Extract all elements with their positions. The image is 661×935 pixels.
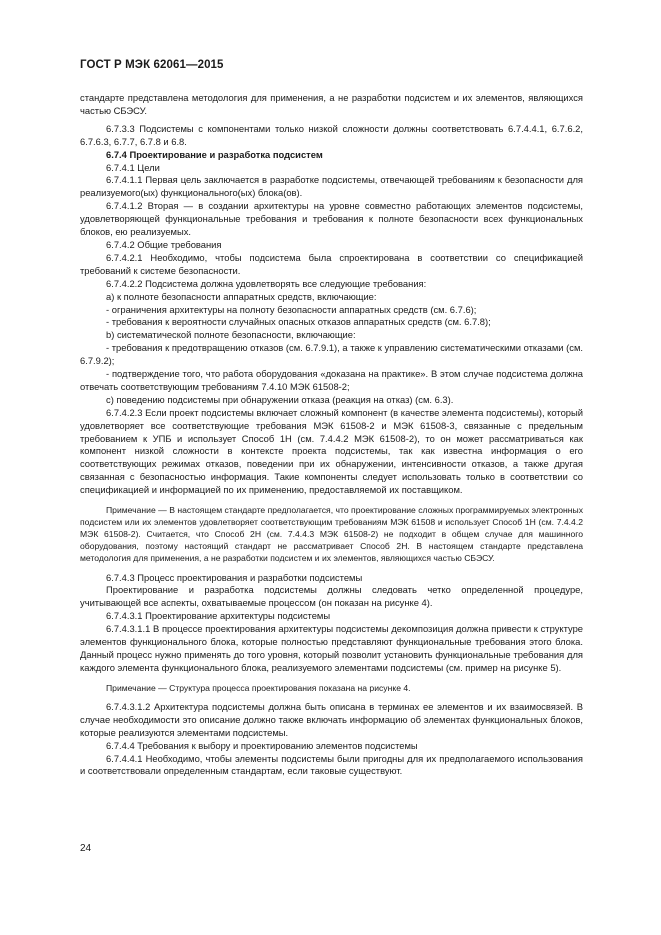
paragraph: 6.7.4.1.2 Вторая — в создании архитектуры на уровне совместно работающих элементов подсистемы, удовлетворяющей функциональные требования и требования к полноте безопасности всех функциональных блоков, ею реализуемых.	[80, 200, 583, 238]
list-item: a) к полноте безопасности аппаратных средств, включающие:	[106, 290, 377, 302]
subsection-heading: 6.7.4.4 Требования к выбору и проектированию элементов подсистемы	[106, 739, 418, 751]
page-header: ГОСТ Р МЭК 62061—2015	[80, 59, 224, 71]
paragraph: 6.7.4.2.1 Необходимо, чтобы подсистема была спроектирована в соответствии со спецификацией требований к системе безопасности.	[80, 251, 583, 276]
paragraph: 6.7.4.2.2 Подсистема должна удовлетворять все следующие требования:	[106, 277, 427, 289]
paragraph: 6.7.3.3 Подсистемы с компонентами только низкой сложности должны соответствовать 6.7.4.4.1, 6.7.6.2, 6.7.6.3, 6.7.7, 6.7.8 и 6.8.	[80, 122, 583, 147]
subsection-heading: 6.7.4.2 Общие требования	[106, 238, 222, 250]
note: Примечание — Структура процесса проектирования показана на рисунке 4.	[106, 682, 411, 693]
paragraph: 6.7.4.4.1 Необходимо, чтобы элементы подсистемы были пригодны для их предполагаемого использования и соответствовали определенным стандартам, если таковые существуют.	[80, 752, 583, 777]
list-item: - подтверждение того, что работа оборудования «доказана на практике». В этом случае подсистема должна отвечать соответствующим требованиям 7.4.10 МЭК 61508-2;	[80, 368, 583, 392]
page-body	[80, 92, 583, 778]
list-item: b) систематической полноте безопасности, включающие:	[106, 329, 356, 341]
list-item: - ограничения архитектуры на полноту безопасности аппаратных средств (см. 6.7.6);	[106, 303, 477, 315]
subsection-heading: 6.7.4.3 Процесс проектирования и разработки подсистемы	[106, 571, 363, 583]
subsection-heading: 6.7.4.1 Цели	[106, 161, 160, 173]
list-item: - требования к предотвращению отказов (см. 6.7.9.1), а также к управлению систематическими отказами (см. 6.7.9.2);	[80, 342, 583, 367]
list-item: c) поведению подсистемы при обнаружении отказа (реакция на отказ) (см. 6.3).	[106, 393, 454, 405]
section-heading: 6.7.4 Проектирование и разработка подсистем	[106, 148, 323, 160]
paragraph: стандарте представлена методология для применения, а не разработки подсистем и их элементов, являющихся частью СБЭСУ.	[80, 92, 583, 116]
note: Примечание — В настоящем стандарте предполагается, что проектирование сложных программируемых электронных подсистем или их элементов удовлетворяет соответствующим требованиям МЭК 61508 и использует Способ 1H (см. 7.4.4.2 МЭК 61508-2). Считается, что Способ 2H (см. 7.4.4.3 МЭК 61508-2) не подходит в общем случае для машинного оборудования, поэтому настоящий стандарт не рассматривает Способ 2H. В настоящем стандарте представлена методология для применения, а не разработки подсистем и их элементов, являющихся частью СБЭСУ.	[80, 505, 583, 564]
subsection-heading: 6.7.4.3.1 Проектирование архитектуры подсистемы	[106, 610, 331, 622]
paragraph: 6.7.4.3.1.2 Архитектура подсистемы должна быть описана в терминах ее элементов и их взаимосвязей. В случае необходимости это описание должно также включать информацию об элементах функциональных блоков, которые реализуются элементами подсистемы.	[80, 700, 583, 738]
paragraph: Проектирование и разработка подсистемы должны следовать четко определенной процедуре, учитывающей все аспекты, охватываемые процессом (он показан на рисунке 4).	[80, 584, 583, 609]
list-item: - требования к вероятности случайных опасных отказов аппаратных средств (см. 6.7.8);	[106, 316, 491, 328]
page-number: 24	[80, 843, 92, 854]
paragraph: 6.7.4.2.3 Если проект подсистемы включает сложный компонент (в качестве элемента подсистемы), который удовлетворяет все соответствующие требования МЭК 61508-2 и МЭК 61508-3, связанные с предельным требованием к УПБ и использует Способ 1H (см. 7.4.4.2 МЭК 61508-2), то он может рассматриваться как компонент низкой сложности в контексте проекта подсистемы, так как известна информация о его соответствующих режимах отказов, поведении при их обнаружении, интенсивности отказов, а также другая связанная с безопасностью информация. Такие компоненты следует использовать только в соответствии со спецификацией и информацией по их применению, предоставляемой их поставщиком.	[80, 406, 583, 496]
paragraph: 6.7.4.1.1 Первая цель заключается в разработке подсистемы, отвечающей требованиям к безопасности для реализуемого(ых) функционального(ых) блока(ов).	[80, 174, 583, 199]
paragraph: 6.7.4.3.1.1 В процессе проектирования архитектуры подсистемы декомпозиция должна привести к структуре элементов функционального блока, которые полностью представляют функциональные требования этого блока. Данный процесс нужно применять до того уровня, который позволит установить функциональные требования для каждого элемента функционального блока, реализуемого элементами подсистемы (см. пример на рисунке 5).	[80, 623, 583, 673]
